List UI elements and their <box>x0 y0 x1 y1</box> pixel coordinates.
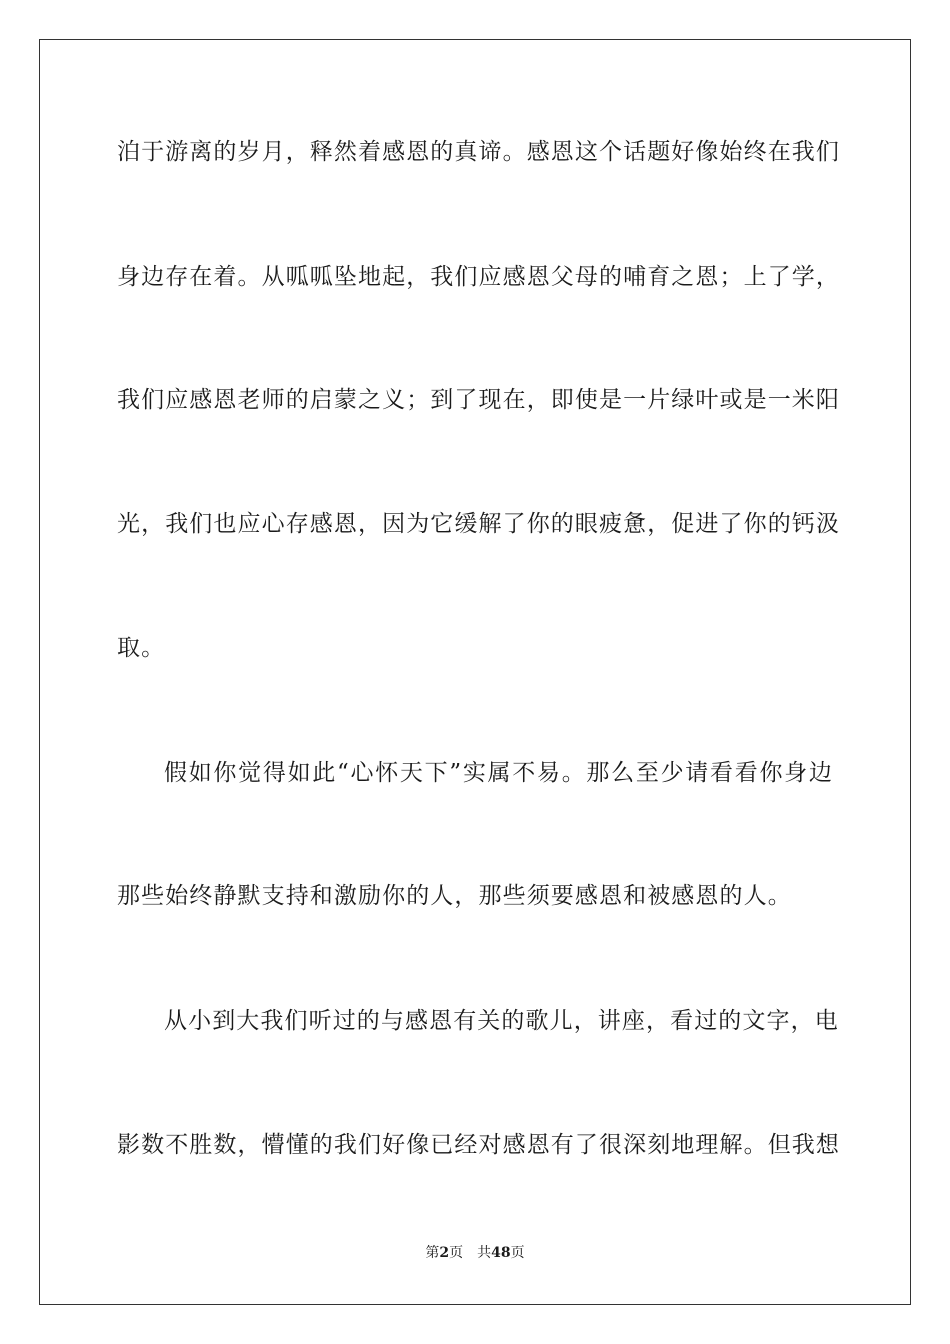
total-pages: 48 <box>491 1245 511 1261</box>
total-suffix: 页 <box>510 1245 525 1261</box>
page-footer <box>0 1244 950 1262</box>
text-line: 泊于游离的岁月，释然着感恩的真谛。感恩这个话题好像始终在我们 <box>117 139 840 165</box>
page-border <box>39 39 911 1305</box>
page-prefix: 第 <box>425 1245 440 1261</box>
text-line: 取。 <box>117 635 166 661</box>
text-line: 光，我们也应心存感恩，因为它缓解了你的眼疲惫，促进了你的钙汲 <box>117 511 840 537</box>
text-line: 影数不胜数，懵懂的我们好像已经对感恩有了很深刻地理解。但我想 <box>117 1132 840 1158</box>
total-prefix: 共 <box>477 1245 492 1261</box>
paragraph-first-line: 假如你觉得如此“心怀天下”实属不易。那么至少请看看你身边 <box>164 760 833 786</box>
page-suffix: 页 <box>449 1245 464 1261</box>
text-line: 身边存在着。从呱呱坠地起，我们应感恩父母的哺育之恩；上了学， <box>117 264 840 290</box>
paragraph-first-line: 从小到大我们听过的与感恩有关的歌儿，讲座，看过的文字，电 <box>164 1008 839 1034</box>
text-line: 我们应感恩老师的启蒙之义；到了现在，即使是一片绿叶或是一米阳 <box>117 387 840 413</box>
page-number: 2 <box>439 1245 450 1261</box>
text-line: 那些始终静默支持和激励你的人，那些须要感恩和被感恩的人。 <box>117 883 792 909</box>
